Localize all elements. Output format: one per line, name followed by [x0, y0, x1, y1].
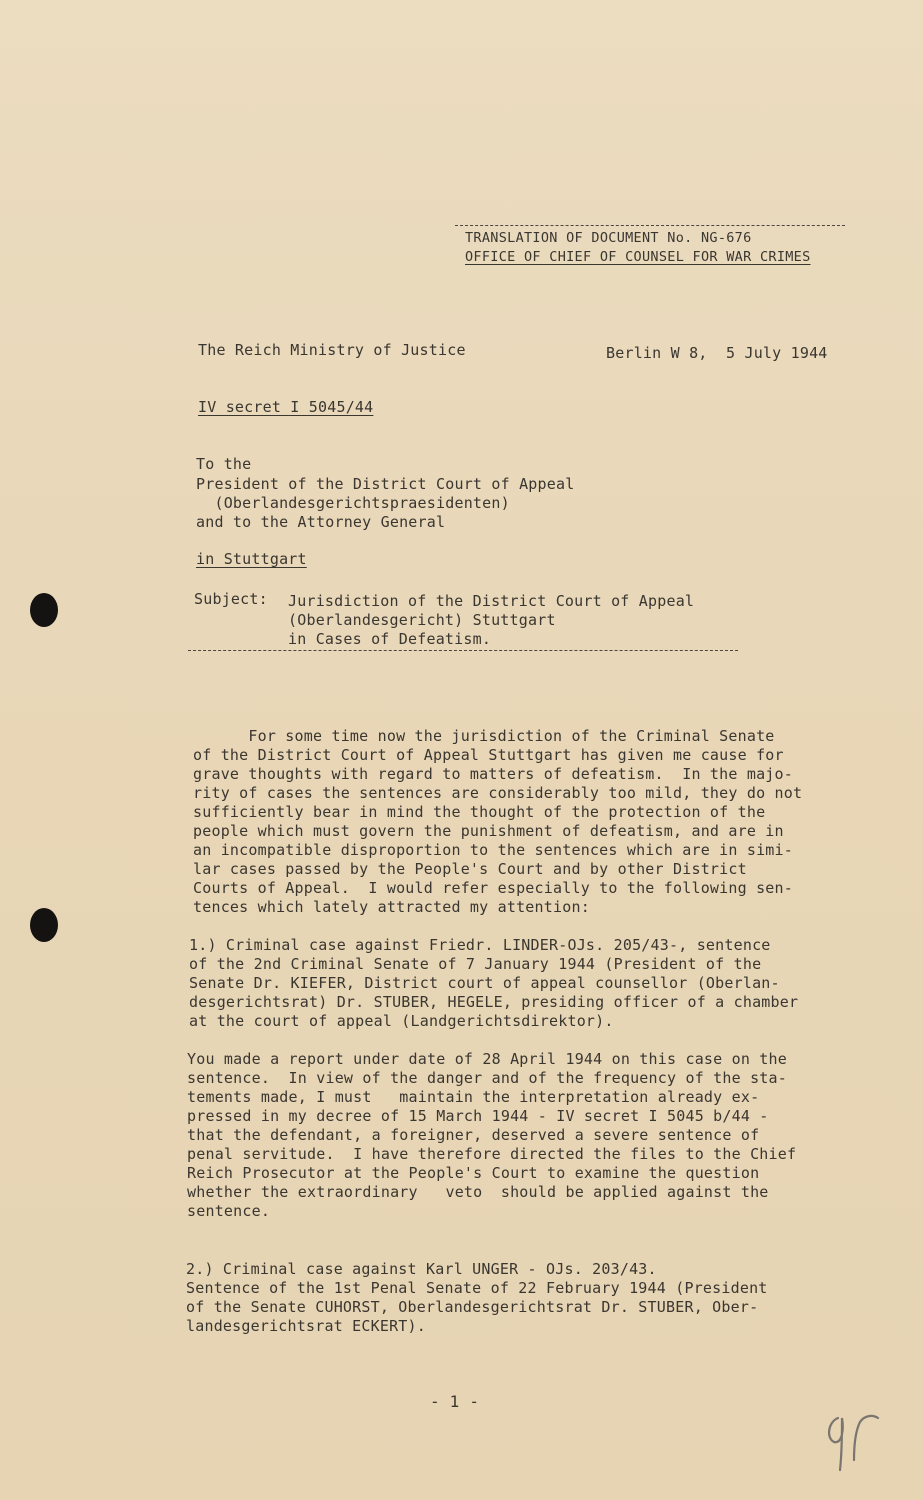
paragraph-line: sentence. In view of the danger and of the frequency of the sta- [187, 1069, 787, 1087]
subject-line: Jurisdiction of the District Court of Appeal [288, 592, 695, 610]
paragraph-line: of the District Court of Appeal Stuttgart has given me cause for [193, 746, 784, 764]
paragraph-line: people which must govern the punishment of defeatism, and are in [193, 822, 784, 840]
paragraph-line: at the court of appeal (Landgerichtsdirektor). [189, 1012, 614, 1030]
paragraph-line: Reich Prosecutor at the People's Court to examine the question [187, 1164, 760, 1182]
paragraph-line: of the Senate CUHORST, Oberlandesgerichtsrat Dr. STUBER, Ober- [186, 1298, 759, 1316]
paragraph-line: penal servitude. I have therefore directed the files to the Chief [187, 1145, 797, 1163]
addressee-line: To the [196, 455, 252, 473]
addressee-line: President of the District Court of Appeal [196, 475, 575, 493]
reference-number: IV secret I 5045/44 [198, 398, 374, 416]
paragraph-line: You made a report under date of 28 April 1944 on this case on the [187, 1050, 787, 1068]
paragraph-line: Sentence of the 1st Penal Senate of 22 February 1944 (President [186, 1279, 768, 1297]
paragraph-line: 2.) Criminal case against Karl UNGER - OJs. 203/43. [186, 1260, 657, 1278]
header-top-rule [455, 225, 845, 226]
paragraph-line: whether the extraordinary veto should be applied against the [187, 1183, 769, 1201]
paragraph-line: 1.) Criminal case against Friedr. LINDER-OJs. 205/43-, sentence [189, 936, 771, 954]
paragraph-line: For some time now the jurisdiction of the Criminal Senate [193, 727, 775, 745]
subject-label: Subject: [194, 590, 268, 608]
office-line: OFFICE OF CHIEF OF COUNSEL FOR WAR CRIMES [465, 249, 811, 265]
subject-line: in Cases of Defeatism. [288, 630, 492, 648]
paragraph-line: lar cases passed by the People's Court and by other District [193, 860, 747, 878]
punch-hole [30, 908, 58, 942]
addressee-location: in Stuttgart [196, 550, 307, 568]
paragraph-line: tences which lately attracted my attention: [193, 898, 590, 916]
paragraph-line: grave thoughts with regard to matters of defeatism. In the majo- [193, 765, 793, 783]
addressee-line: (Oberlandesgerichtspraesidenten) [196, 494, 510, 512]
paragraph-line: Senate Dr. KIEFER, District court of appeal counsellor (Oberlan- [189, 974, 780, 992]
punch-hole [30, 593, 58, 627]
handwritten-mark [820, 1400, 890, 1480]
paragraph-line: landesgerichtsrat ECKERT). [186, 1317, 426, 1335]
page-number: - 1 - [430, 1392, 480, 1411]
place-date: Berlin W 8, 5 July 1944 [606, 344, 828, 362]
subject-rule [188, 650, 738, 651]
paragraph-line: tements made, I must maintain the interpretation already ex- [187, 1088, 760, 1106]
paragraph-line: of the 2nd Criminal Senate of 7 January 1944 (President of the [189, 955, 762, 973]
paragraph-line: rity of cases the sentences are considerably too mild, they do not [193, 784, 803, 802]
paragraph-line: desgerichtsrat) Dr. STUBER, HEGELE, presiding officer of a chamber [189, 993, 799, 1011]
paragraph-line: Courts of Appeal. I would refer especially to the following sen- [193, 879, 793, 897]
addressee-line: and to the Attorney General [196, 513, 446, 531]
paragraph-line: pressed in my decree of 15 March 1944 - IV secret I 5045 b/44 - [187, 1107, 769, 1125]
paragraph-line: sufficiently bear in mind the thought of the protection of the [193, 803, 766, 821]
paragraph-line: sentence. [187, 1202, 271, 1220]
document-number: TRANSLATION OF DOCUMENT No. NG-676 [465, 230, 752, 246]
paragraph-line: that the defendant, a foreigner, deserved a severe sentence of [187, 1126, 760, 1144]
paragraph-line: an incompatible disproportion to the sentences which are in simi- [193, 841, 793, 859]
sender: The Reich Ministry of Justice [198, 341, 466, 359]
subject-line: (Oberlandesgericht) Stuttgart [288, 611, 556, 629]
